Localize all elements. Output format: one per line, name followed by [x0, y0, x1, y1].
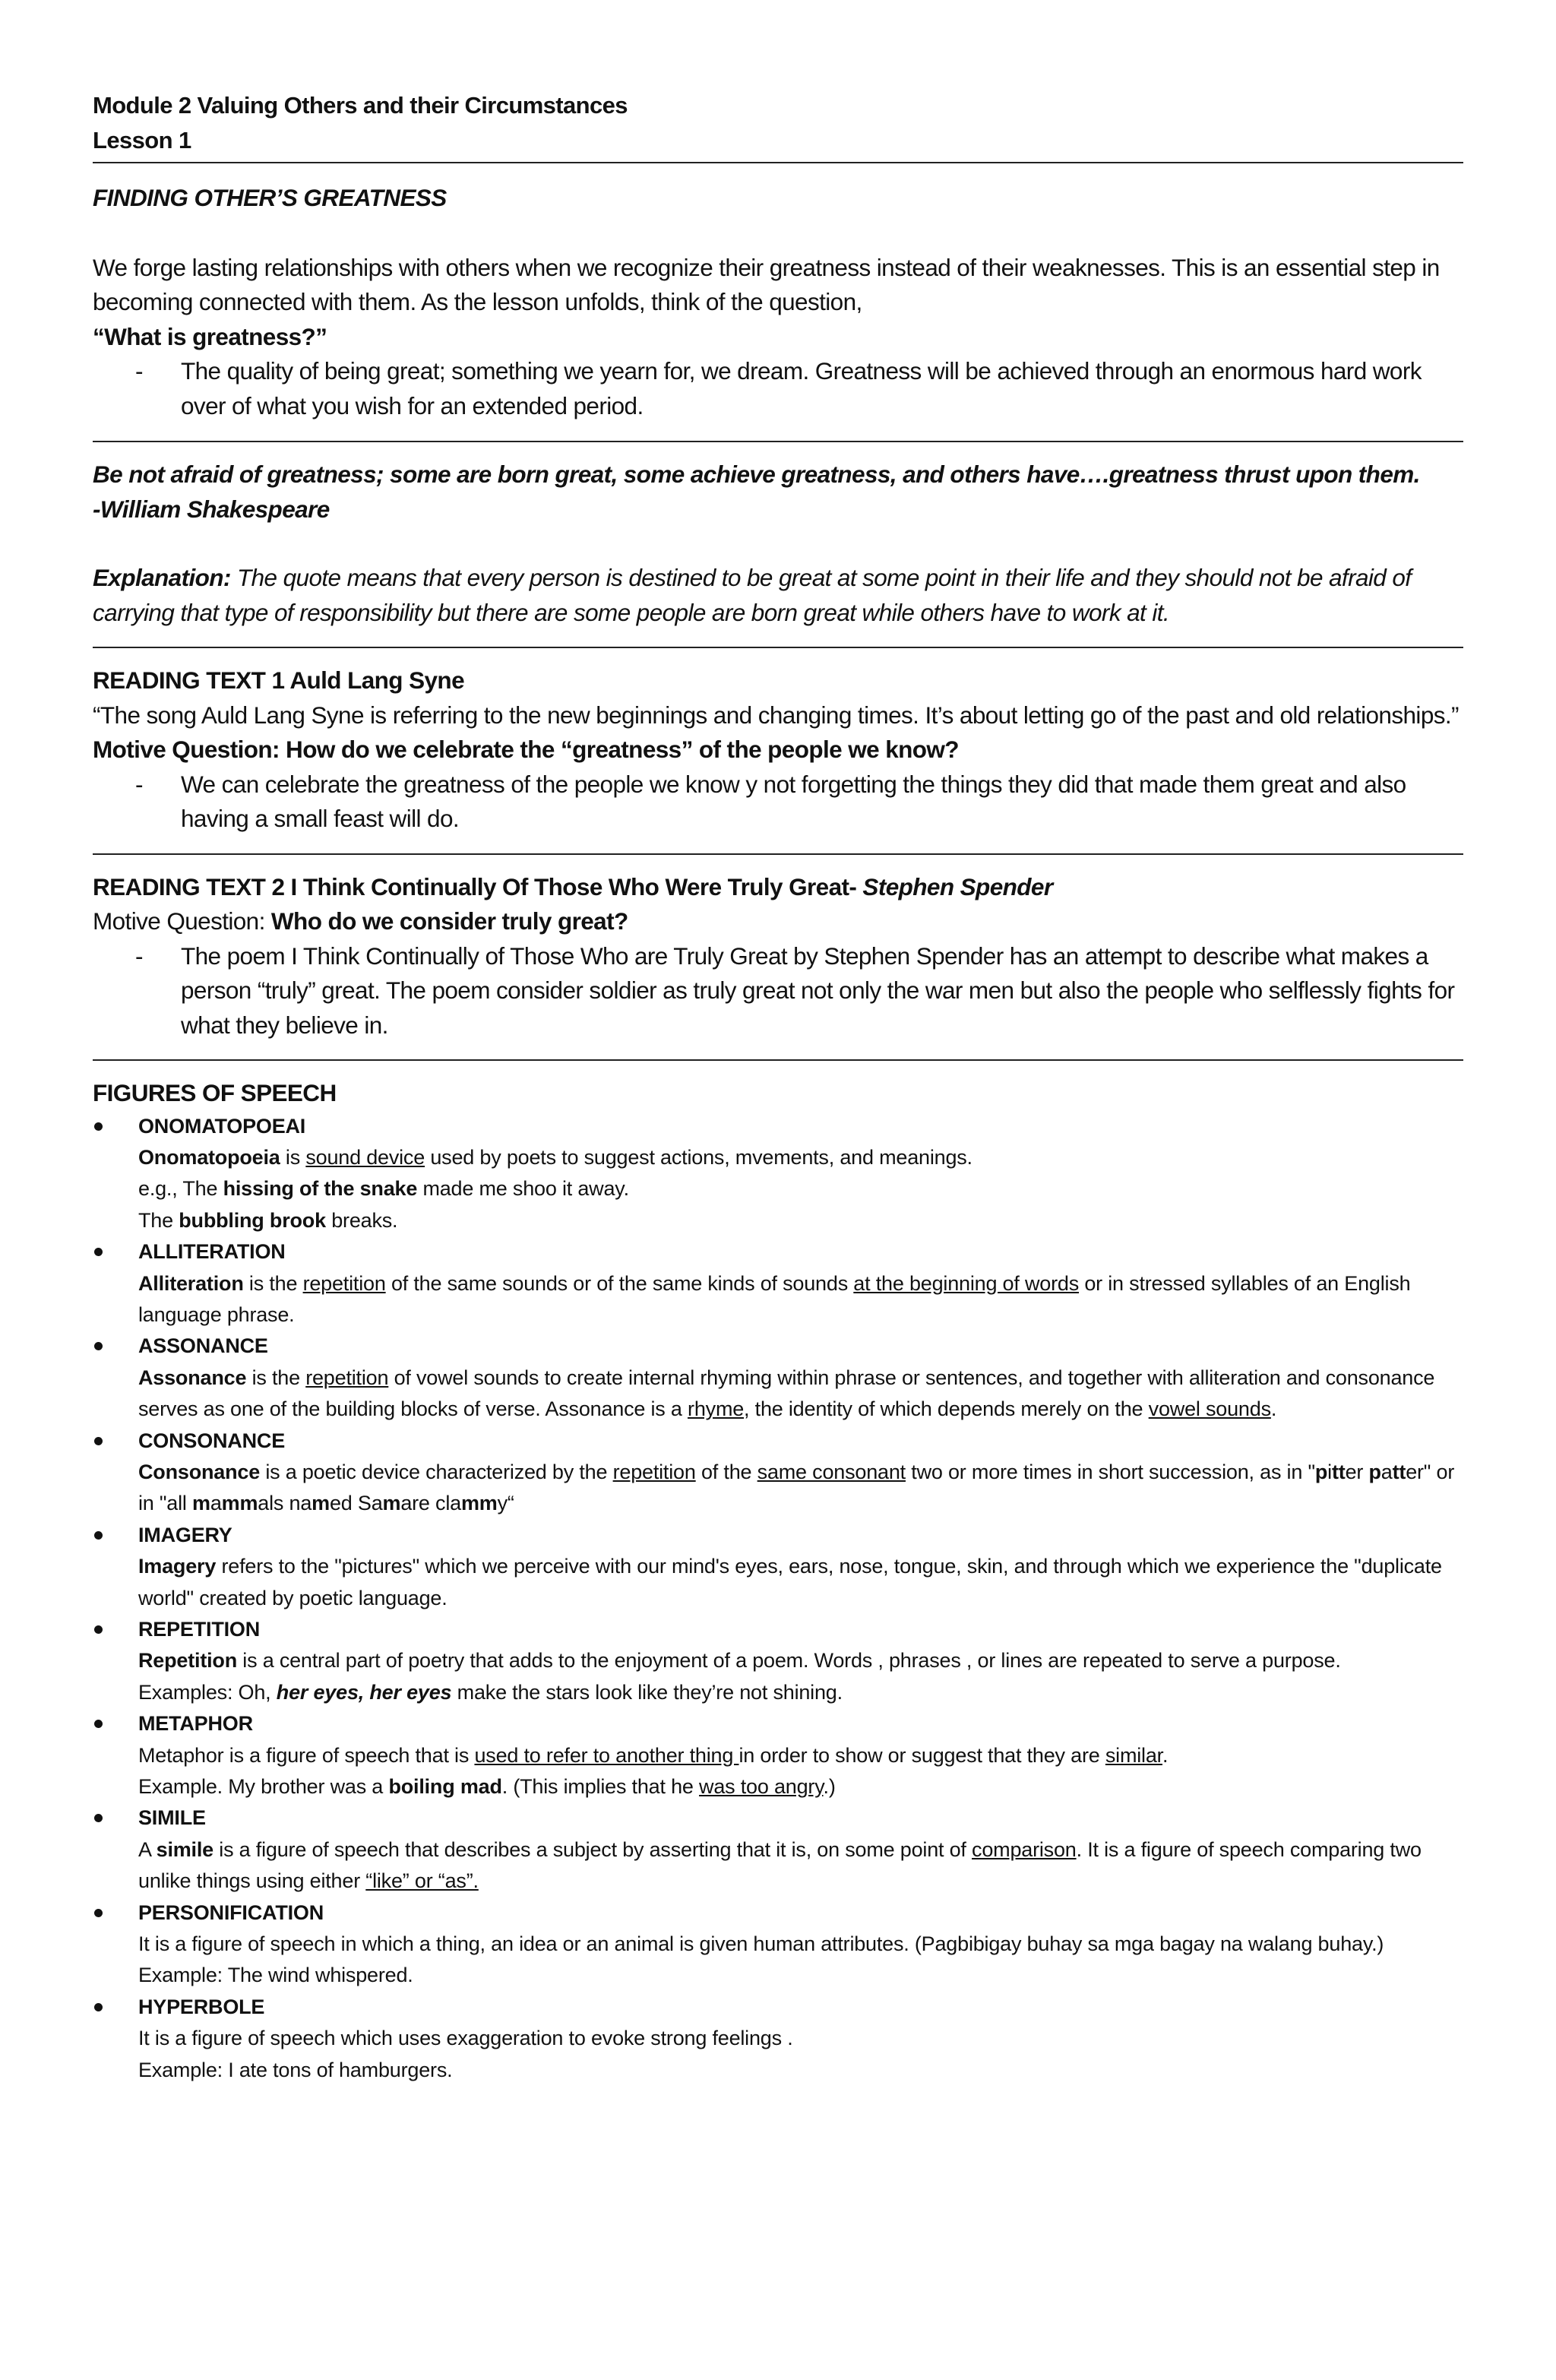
bullet-icon [93, 1426, 138, 1520]
motive-question-1: Motive Question: How do we celebrate the “greatness” of the people we know? [93, 736, 959, 763]
list-item-consonance: CONSONANCE Consonance is a poetic device characterized by the repetition of the same consonant two or more times in short succession, as in "pitter patter" or in "all mammals named Samare clammy“ [93, 1426, 1463, 1520]
reading-text-1-quote: “The song Auld Lang Syne is referring to the new beginnings and changing times. It’s about letting go of the past and old relationships.” [93, 701, 1459, 729]
list-item-assonance: ASSONANCE Assonance is the repetition of vowel sounds to create internal rhyming within phrase or sentences, and together with alliteration and consonance serves as one of the building blocks of verse. Assonance is a rhyme, the identity of which depends merely on the vowel sounds. [93, 1331, 1463, 1425]
figures-list [93, 1111, 1463, 2087]
item-heading: REPETITION [138, 1618, 261, 1641]
bullet-icon [93, 1992, 138, 2086]
reading-text-1-title: READING TEXT 1 Auld Lang Syne [93, 666, 464, 694]
lesson-title: Lesson 1 [93, 127, 191, 153]
section-title: FINDING OTHER’S GREATNESS [93, 184, 447, 211]
list-item-hyperbole: HYPERBOLE It is a figure of speech which uses exaggeration to evoke strong feelings . Example: I ate tons of hamburgers. [93, 1992, 1463, 2086]
item-heading: CONSONANCE [138, 1429, 286, 1452]
item-heading: ONOMATOPOEAI [138, 1114, 306, 1138]
item-heading: PERSONIFICATION [138, 1901, 324, 1924]
figures-of-speech-title: FIGURES OF SPEECH [93, 1079, 337, 1106]
list-item-simile: SIMILE A simile is a figure of speech that describes a subject by asserting that it is, on some point of comparison. It is a figure of speech comparing two unlike things using either “like” or “as”. [93, 1802, 1463, 1897]
list-item-repetition: REPETITION Repetition is a central part of poetry that adds to the enjoyment of a poem. Words , phrases , or lines are repeated to serve a purpose. Examples: Oh, her eyes, her eyes make the stars look like they’re not shining. [93, 1614, 1463, 1708]
answer-item: - The quality of being great; something we yearn for, we dream. Greatness will be achieved through an enormous hard work over of what you wish for an extended period. [93, 354, 1463, 423]
bullet-icon [93, 1708, 138, 1802]
bullet-icon [93, 1236, 138, 1331]
bullet-icon [93, 1897, 138, 1992]
bullet-icon [93, 1111, 138, 1237]
divider [93, 441, 1463, 442]
list-item-onomatopoeia: ONOMATOPOEAI Onomatopoeia is sound device used by poets to suggest actions, mvements, and meanings. e.g., The hissing of the snake made me shoo it away. The bubbling brook breaks. [93, 1111, 1463, 1237]
answer-item: - We can celebrate the greatness of the people we know y not forgetting the things they did that made them great and also having a small feast will do. [93, 767, 1463, 837]
list-item-imagery: IMAGERY Imagery refers to the "pictures" which we perceive with our mind's eyes, ears, nose, tongue, skin, and through which we experience the "duplicate world" created by poetic language. [93, 1520, 1463, 1614]
bullet-icon [93, 1520, 138, 1614]
greatness-question: “What is greatness?” [93, 322, 327, 350]
item-heading: METAPHOR [138, 1712, 253, 1736]
list-item-alliteration: ALLITERATION Alliteration is the repetition of the same sounds or of the same kinds of sounds at the beginning of words or in stressed syllables of an English language phrase. [93, 1236, 1463, 1331]
answer-text: We can celebrate the greatness of the people we know y not forgetting the things they did that made them great and also having a small feast will do. [181, 770, 1406, 832]
quote-author: -William Shakespeare [93, 495, 330, 523]
quote-explanation: Explanation: The quote means that every person is destined to be great at some point in their life and they should not be afraid of carrying that type of responsibility but there are some people are born great while others have to work at it. [93, 564, 1412, 626]
reading-text-2-author: Stephen Spender [856, 872, 1053, 900]
list-item-personification: PERSONIFICATION It is a figure of speech in which a thing, an idea or an animal is given human attributes. (Pagbibigay buhay sa mga bagay na walang buhay.) Example: The wind whispered. [93, 1897, 1463, 1992]
list-item-metaphor: METAPHOR Metaphor is a figure of speech that is used to refer to another thing in order to show or suggest that they are similar. Example. My brother was a boiling mad. (This implies that he was too angry.) [93, 1708, 1463, 1802]
divider [93, 162, 1463, 163]
explanation-label: Explanation: [93, 564, 231, 591]
bullet-icon [93, 1331, 138, 1425]
bullet-icon [93, 1614, 138, 1708]
item-heading: ALLITERATION [138, 1240, 286, 1264]
bullet-icon [93, 1802, 138, 1897]
item-heading: HYPERBOLE [138, 1995, 265, 2018]
divider [93, 853, 1463, 855]
item-heading: ASSONANCE [138, 1334, 268, 1358]
motive-question-2: Motive Question: Who do we consider truly great? [93, 907, 628, 935]
item-heading: IMAGERY [138, 1523, 232, 1546]
intro-paragraph: We forge lasting relationships with others when we recognize their greatness instead of their weaknesses. This is an essential step in becoming connected with them. As the lesson unfolds, think of the question, [93, 253, 1440, 315]
reading-text-2-title: READING TEXT 2 I Think Continually Of Those Who Were Truly Great- Stephen Spender [93, 872, 1053, 900]
answer-text: The quality of being great; something we yearn for, we dream. Greatness will be achieved through an enormous hard work over of what you wish for an extended period. [181, 357, 1422, 419]
item-heading: SIMILE [138, 1806, 206, 1830]
answer-item: - The poem I Think Continually of Those Who are Truly Great by Stephen Spender has an attempt to describe what makes a person “truly” great. The poem consider soldier as truly great not only the war men but also the people who selflessly fights for what they believe in. [93, 939, 1463, 1043]
module-title: Module 2 Valuing Others and their Circumstances [93, 92, 628, 119]
divider [93, 1059, 1463, 1061]
divider [93, 647, 1463, 648]
answer-text: The poem I Think Continually of Those Who are Truly Great by Stephen Spender has an attempt to describe what makes a person “truly” great. The poem consider soldier as truly great not only the war men but also the people who selflessly fights for what they believe in. [181, 942, 1455, 1039]
shakespeare-quote: Be not afraid of greatness; some are born great, some achieve greatness, and others have….greatness thrust upon them. [93, 460, 1420, 488]
